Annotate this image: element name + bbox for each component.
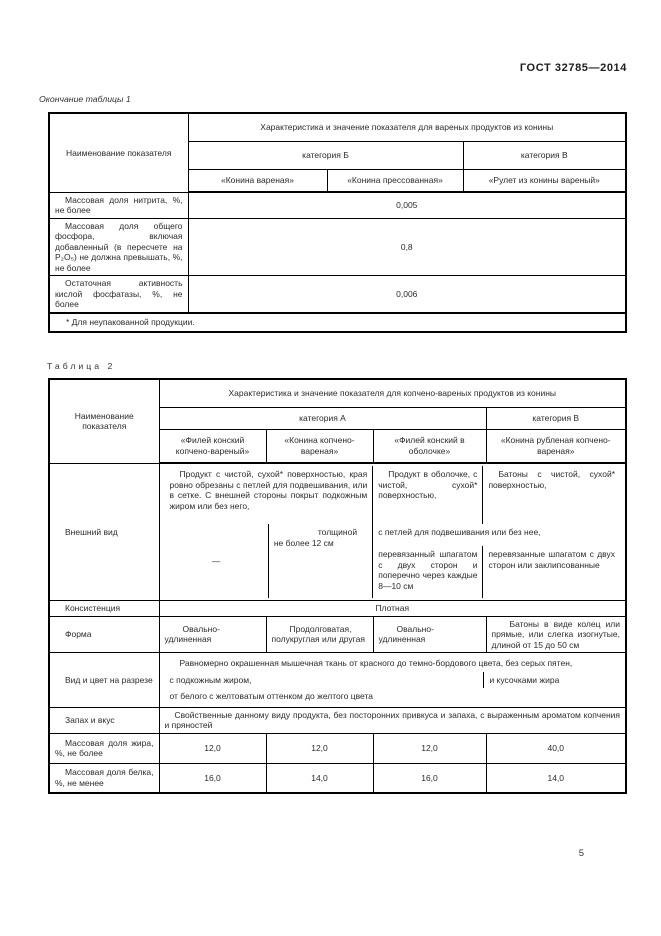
table2-product-1: «Филей конский копчено-вареный»	[159, 429, 266, 463]
row-label: Массовая доля общего фосфора, включая добавленный (в пересчете на P₂O₅) не должна превышать, %, не более	[49, 218, 188, 276]
cut-view-cell	[159, 653, 626, 708]
table1-category-v: категория В	[463, 141, 626, 169]
appearance-left-top: Продукт с чистой, сухой* поверхностью, края ровно обрезаны с петлей для подвешивания, или в сетке. С внешней стороны покрыт подкожным жиром или без него,	[165, 466, 374, 524]
appearance-dash: —	[165, 524, 269, 598]
smell-taste-value: Свойственные данному виду продукта, без посторонних привкуса и запаха, с выраженным ароматом копчения и пряностей	[159, 707, 626, 733]
appearance-grid	[165, 466, 621, 598]
row-label: Остаточная активность кислой фосфатазы, %, не более	[49, 276, 188, 313]
footnote: * Для неупакованной продукции.	[49, 313, 626, 333]
table1-row-phosphorus	[49, 218, 626, 276]
shape-value-3: Овально-удлиненная	[373, 616, 486, 653]
fat-value-3: 12,0	[373, 733, 486, 763]
cut-view-line2-left: с подкожным жиром,	[169, 674, 252, 685]
table2-row-fat	[49, 733, 626, 763]
protein-value-2: 14,0	[266, 763, 373, 793]
table2-row-appearance	[49, 463, 626, 601]
row-value: 0,005	[188, 192, 626, 218]
table2-category-a: категория А	[159, 407, 486, 429]
table2-row-cut-view	[49, 653, 626, 708]
row-value: 0,8	[188, 218, 626, 276]
table1-product-1: «Конина вареная»	[188, 169, 327, 192]
table1-name-col-header: Наименование показателя	[49, 113, 188, 192]
table2-row-consistency	[49, 601, 626, 617]
table2-row-protein	[49, 763, 626, 793]
consistency-value: Плотная	[159, 601, 626, 617]
cut-view-line2-right: и кусочками жира	[483, 672, 620, 689]
table1-row-nitrite	[49, 192, 626, 218]
page-number: 5	[578, 848, 584, 859]
row-label: Массовая доля белка, %, не менее	[49, 763, 159, 793]
standard-number: ГОСТ 32785—2014	[519, 62, 627, 74]
appearance-cell	[159, 463, 626, 601]
table1-caption: Окончание таблицы 1	[39, 94, 131, 104]
fat-value-2: 12,0	[266, 733, 373, 763]
table1-header-row-1	[49, 113, 626, 141]
table2-product-4: «Конина рубленая копчено-вареная»	[486, 429, 626, 463]
cut-view-line3: от белого с желтоватым оттенком до желтого цвета	[169, 691, 374, 701]
shape-value-4: Батоны в виде колец или прямые, или слегка изогнутые, длиной от 15 до 50 см	[486, 616, 626, 653]
row-label: Запах и вкус	[49, 707, 159, 733]
row-label: Внешний вид	[49, 463, 159, 601]
appearance-thickness: толщиной не более 12 см	[269, 524, 373, 598]
table2-group-title: Характеристика и значение показателя для копчено-вареных продуктов из конины	[159, 379, 626, 407]
table2-name-col-header: Наименование показателя	[49, 379, 159, 463]
table1-row-phosphatase	[49, 276, 626, 313]
fat-value-1: 12,0	[159, 733, 266, 763]
table1-category-b: категория Б	[188, 141, 463, 169]
table2-row-smell-taste	[49, 707, 626, 733]
row-label: Массовая доля жира, %, не более	[49, 733, 159, 763]
appearance-shell-top: Продукт в оболочке, с чистой, сухой* поверхностью,	[373, 466, 483, 524]
table2-header-row-1	[49, 379, 626, 407]
table2-category-v: категория В	[486, 407, 626, 429]
table2-row-shape	[49, 616, 626, 653]
row-label: Форма	[49, 616, 159, 653]
fat-value-4: 40,0	[486, 733, 626, 763]
cut-view-line1: Равномерно окрашенная мышечная ткань от красного до темно-бордового цвета, без серых пятен,	[179, 658, 573, 668]
shape-value-2: Продолговатая, полукруглая или другая	[266, 616, 373, 653]
shape-value-1: Овально-удлиненная	[159, 616, 266, 653]
appearance-tied-left: перевязанный шпагатом с двух сторон и поперечно через каждые 8—10 см	[373, 546, 483, 598]
cut-view-grid	[165, 655, 621, 705]
table1-product-2: «Конина прессованная»	[327, 169, 463, 192]
protein-value-1: 16,0	[159, 763, 266, 793]
table1-group-title: Характеристика и значение показателя для вареных продуктов из конины	[188, 113, 626, 141]
appearance-batons-top: Батоны с чистой, сухой* поверхностью,	[488, 469, 615, 490]
protein-value-3: 16,0	[373, 763, 486, 793]
table2-caption: Таблица 2	[47, 361, 116, 371]
table2-product-2: «Конина копчено-вареная»	[266, 429, 373, 463]
row-value: 0,006	[188, 276, 626, 313]
appearance-loop-note: с петлей для подвешивания или без нее,	[378, 527, 541, 537]
appearance-tied-right: перевязанные шпагатом с двух сторон или заклипсованные	[488, 549, 615, 570]
row-label: Вид и цвет на разрезе	[49, 653, 159, 708]
protein-value-4: 14,0	[486, 763, 626, 793]
table1-product-3: «Рулет из конины вареный»	[463, 169, 626, 192]
row-label: Консистенция	[49, 601, 159, 617]
row-label: Массовая доля нитрита, %, не более	[49, 192, 188, 218]
table1	[48, 112, 627, 333]
table2-product-3: «Филей конский в оболочке»	[373, 429, 486, 463]
table1-footnote-row	[49, 313, 626, 333]
table2	[48, 378, 627, 794]
